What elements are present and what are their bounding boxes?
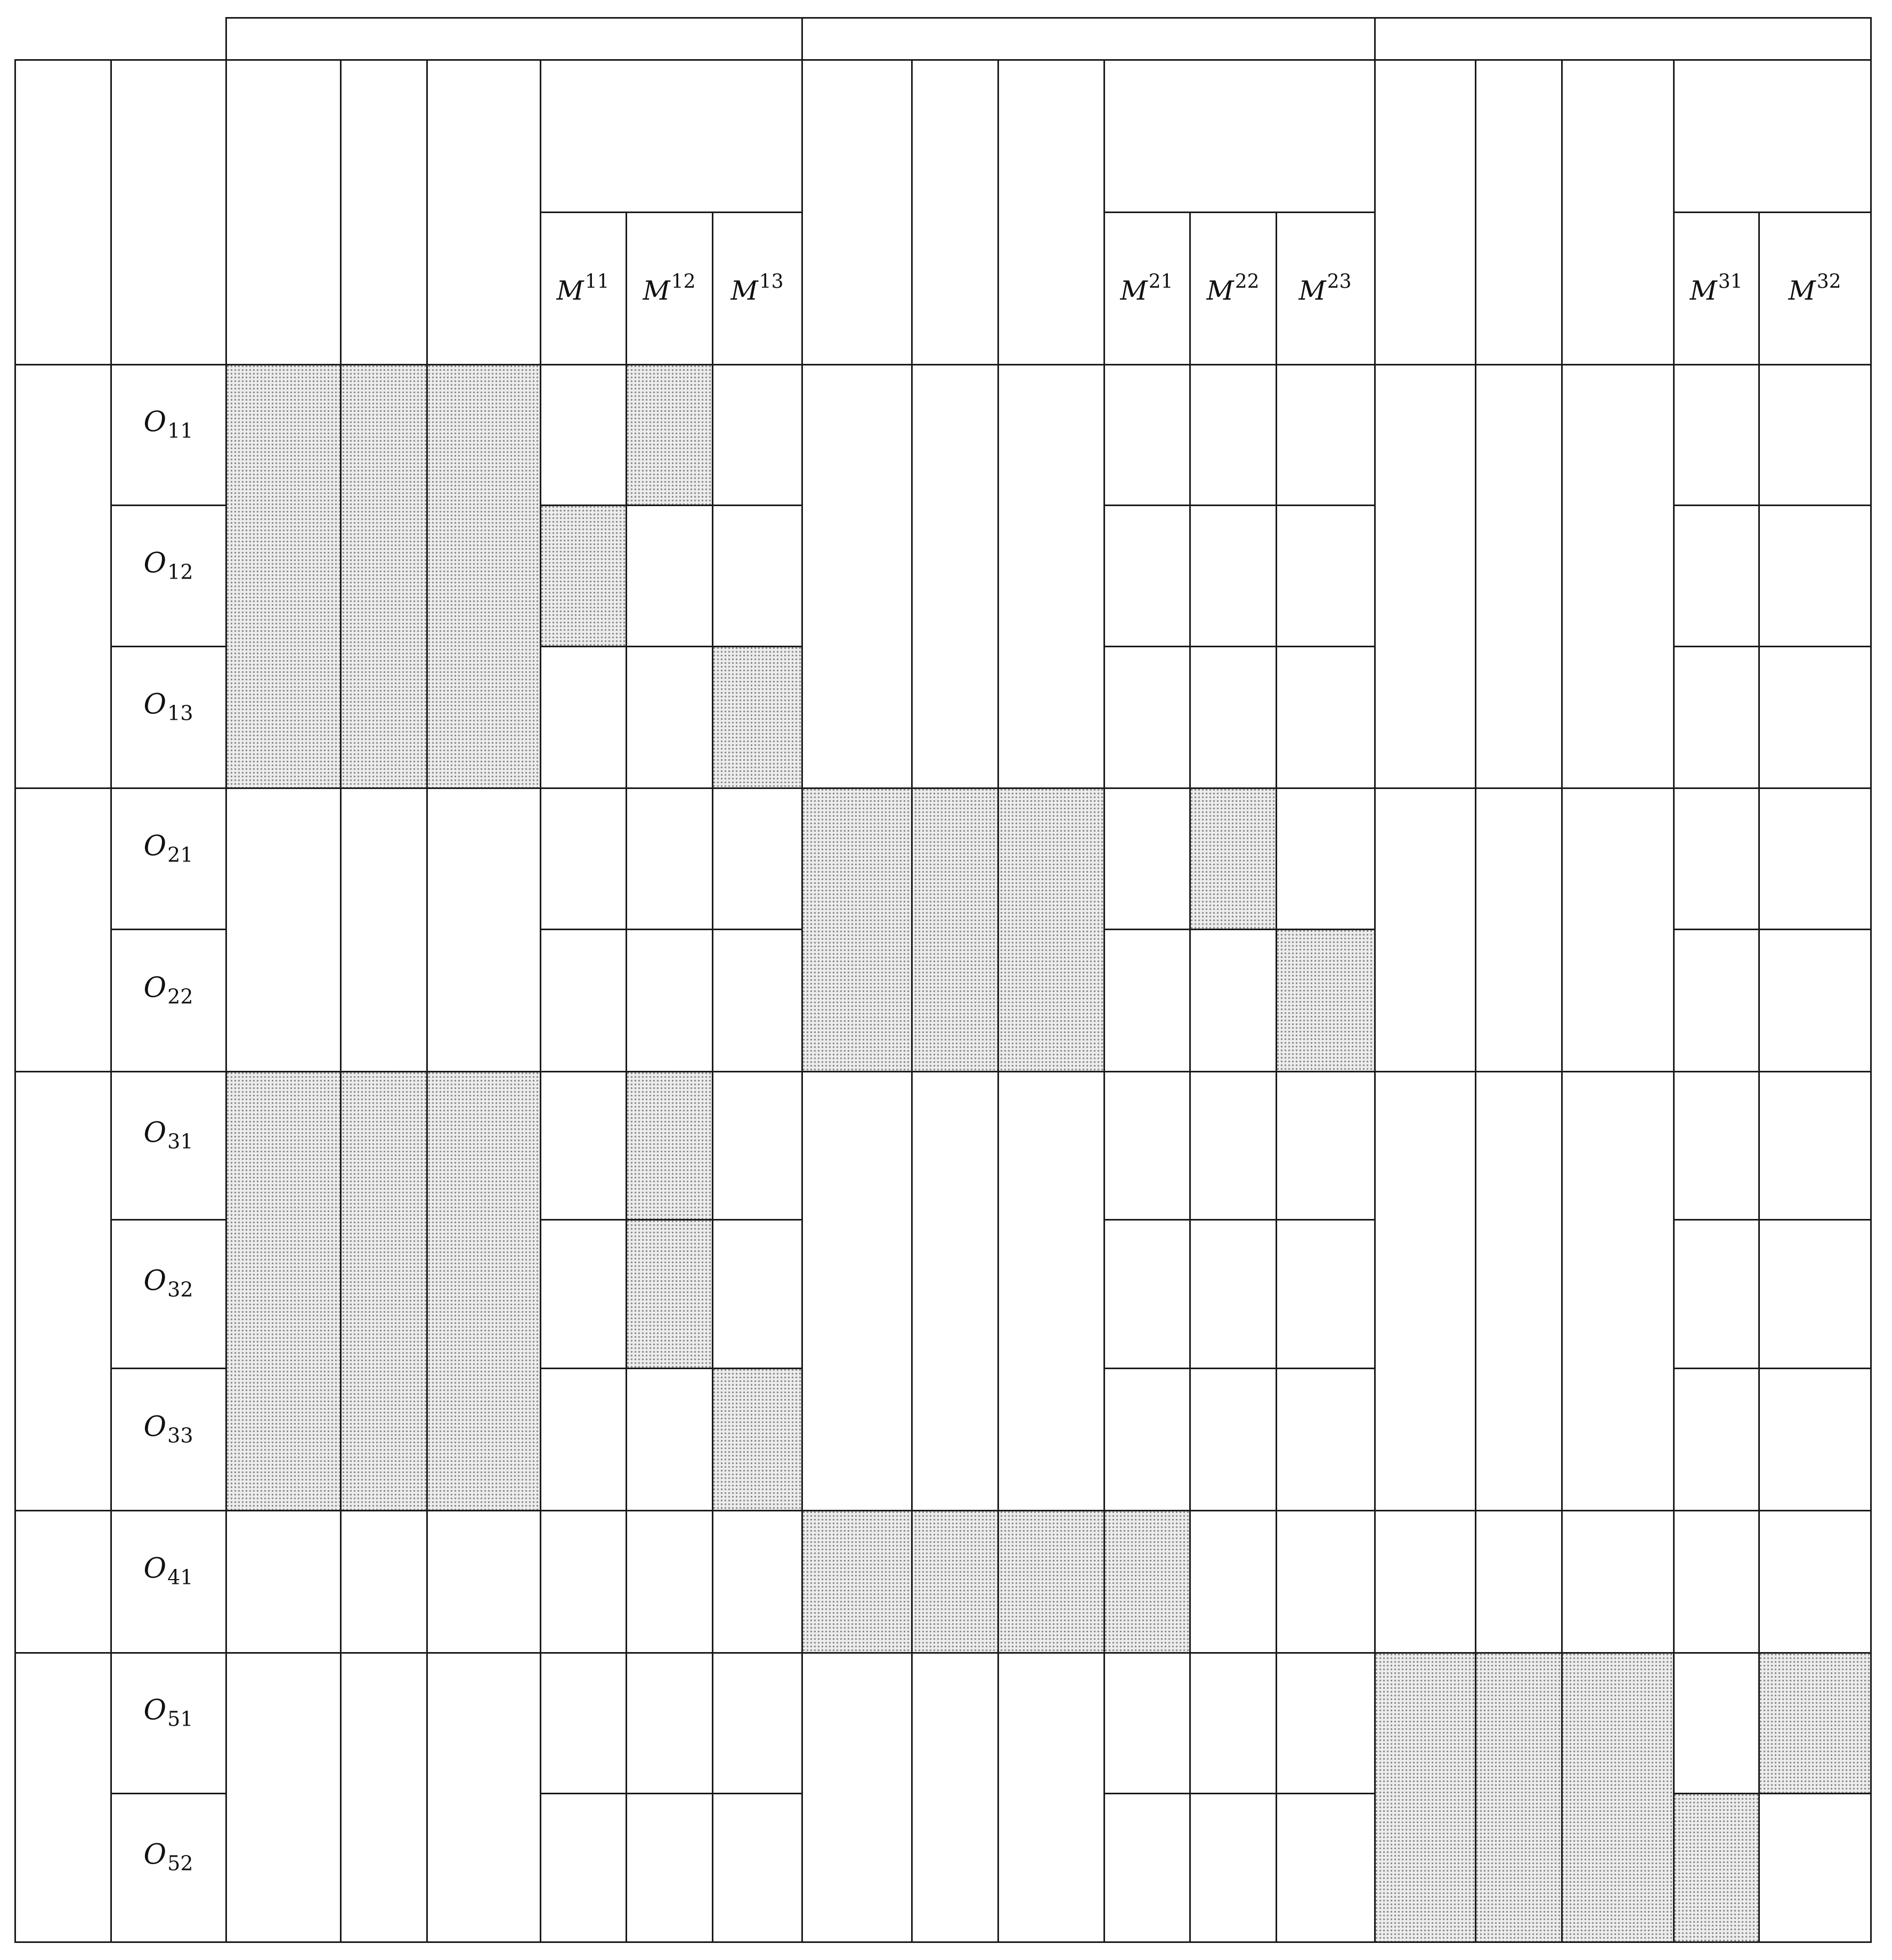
op-row-line	[110, 505, 227, 506]
op-row-line	[540, 1368, 803, 1369]
grid-line-v	[1870, 17, 1872, 1943]
operation-label: $O_{33}$	[143, 1411, 193, 1447]
shaded-machine-cell	[626, 1219, 712, 1368]
op-row-line	[110, 929, 227, 930]
grid-line-v	[340, 59, 342, 1943]
grid-line-v	[1276, 212, 1277, 1943]
operation-label: $O_{41}$	[143, 1552, 193, 1589]
shaded-machine-cell	[1759, 1653, 1871, 1793]
shaded-unit-block	[226, 364, 540, 788]
op-row-line	[1103, 505, 1376, 506]
machine-header-32: $M^{32}$	[1788, 271, 1841, 306]
op-row-line	[110, 646, 227, 647]
shaded-machine-cell	[1104, 1510, 1190, 1653]
operation-label: $O_{31}$	[143, 1117, 193, 1153]
operation-label: $O_{11}$	[143, 406, 193, 443]
machine-header-13: $M^{13}$	[730, 271, 784, 306]
op-row-line	[110, 1219, 227, 1221]
grid-line-v	[911, 59, 913, 1943]
op-row-line	[1673, 1793, 1872, 1794]
op-row-line	[540, 1219, 803, 1221]
op-row-line	[1103, 929, 1376, 930]
shaded-machine-cell	[1674, 1793, 1759, 1942]
grid-line-v	[712, 212, 713, 1943]
op-time-line	[1103, 212, 1376, 213]
order-separator	[14, 1652, 1872, 1654]
shaded-machine-cell	[626, 1071, 712, 1219]
grid-line-v	[1561, 59, 1563, 1943]
order-separator	[14, 1510, 1872, 1511]
machine-header-11: $M^{11}$	[556, 271, 610, 306]
op-row-line	[1673, 1219, 1872, 1221]
grid-line-v	[540, 59, 541, 1943]
grid-line-v	[225, 17, 227, 1943]
shaded-machine-cell	[712, 646, 802, 788]
grid-line-v	[1374, 17, 1376, 1943]
left-border	[14, 59, 16, 1943]
op-row-line	[110, 1368, 227, 1369]
header-line	[14, 59, 1872, 61]
grid-line-v	[801, 17, 803, 1943]
operation-label: $O_{12}$	[143, 547, 193, 584]
shaded-machine-cell	[540, 505, 626, 646]
order-separator	[14, 1941, 1872, 1943]
machine-header-22: $M^{22}$	[1206, 271, 1260, 306]
op-row-line	[1103, 1793, 1376, 1794]
grid-line-v	[1758, 212, 1760, 1943]
op-row-line	[540, 646, 803, 647]
shaded-unit-block	[1375, 1653, 1674, 1942]
operation-label: $O_{52}$	[143, 1839, 193, 1875]
grid-line-v	[1189, 212, 1191, 1943]
shaded-unit-block	[802, 1510, 1104, 1653]
top-border	[225, 17, 1872, 19]
op-row-line	[1673, 646, 1872, 647]
op-row-line	[110, 1793, 227, 1794]
operation-label: $O_{51}$	[143, 1694, 193, 1731]
header-bottom-line	[14, 364, 1872, 365]
grid-line-v	[997, 59, 999, 1943]
op-row-line	[1103, 646, 1376, 647]
machine-header-12: $M^{12}$	[643, 271, 696, 306]
op-time-line	[1673, 212, 1872, 213]
machine-header-31: $M^{31}$	[1690, 271, 1743, 306]
op-row-line	[1673, 505, 1872, 506]
grid-line-v	[426, 59, 428, 1943]
operation-label: $O_{21}$	[143, 830, 193, 867]
operation-label: $O_{22}$	[143, 972, 193, 1009]
shaded-unit-block	[802, 788, 1104, 1071]
order-separator	[14, 1071, 1872, 1072]
shaded-machine-cell	[626, 364, 712, 505]
order-separator	[14, 787, 1872, 789]
grid-line-v	[1475, 59, 1476, 1943]
operation-label: $O_{13}$	[143, 688, 193, 725]
operation-label: $O_{32}$	[143, 1265, 193, 1302]
shaded-unit-block	[226, 1071, 540, 1510]
machine-header-23: $M^{23}$	[1298, 271, 1352, 306]
op-row-line	[540, 505, 803, 506]
grid-line-v	[110, 59, 112, 1943]
shaded-machine-cell	[1276, 929, 1375, 1071]
shaded-machine-cell	[712, 1368, 802, 1510]
machine-header-21: $M^{21}$	[1120, 271, 1173, 306]
grid-line-v	[1103, 59, 1105, 1943]
shaded-machine-cell	[1190, 788, 1276, 929]
op-row-line	[540, 1793, 803, 1794]
grid-line-v	[1673, 59, 1675, 1943]
op-row-line	[1103, 1219, 1376, 1221]
op-row-line	[540, 929, 803, 930]
op-time-line	[540, 212, 803, 213]
op-row-line	[1673, 1368, 1872, 1369]
op-row-line	[1673, 929, 1872, 930]
grid-line-v	[626, 212, 627, 1943]
op-row-line	[1103, 1368, 1376, 1369]
